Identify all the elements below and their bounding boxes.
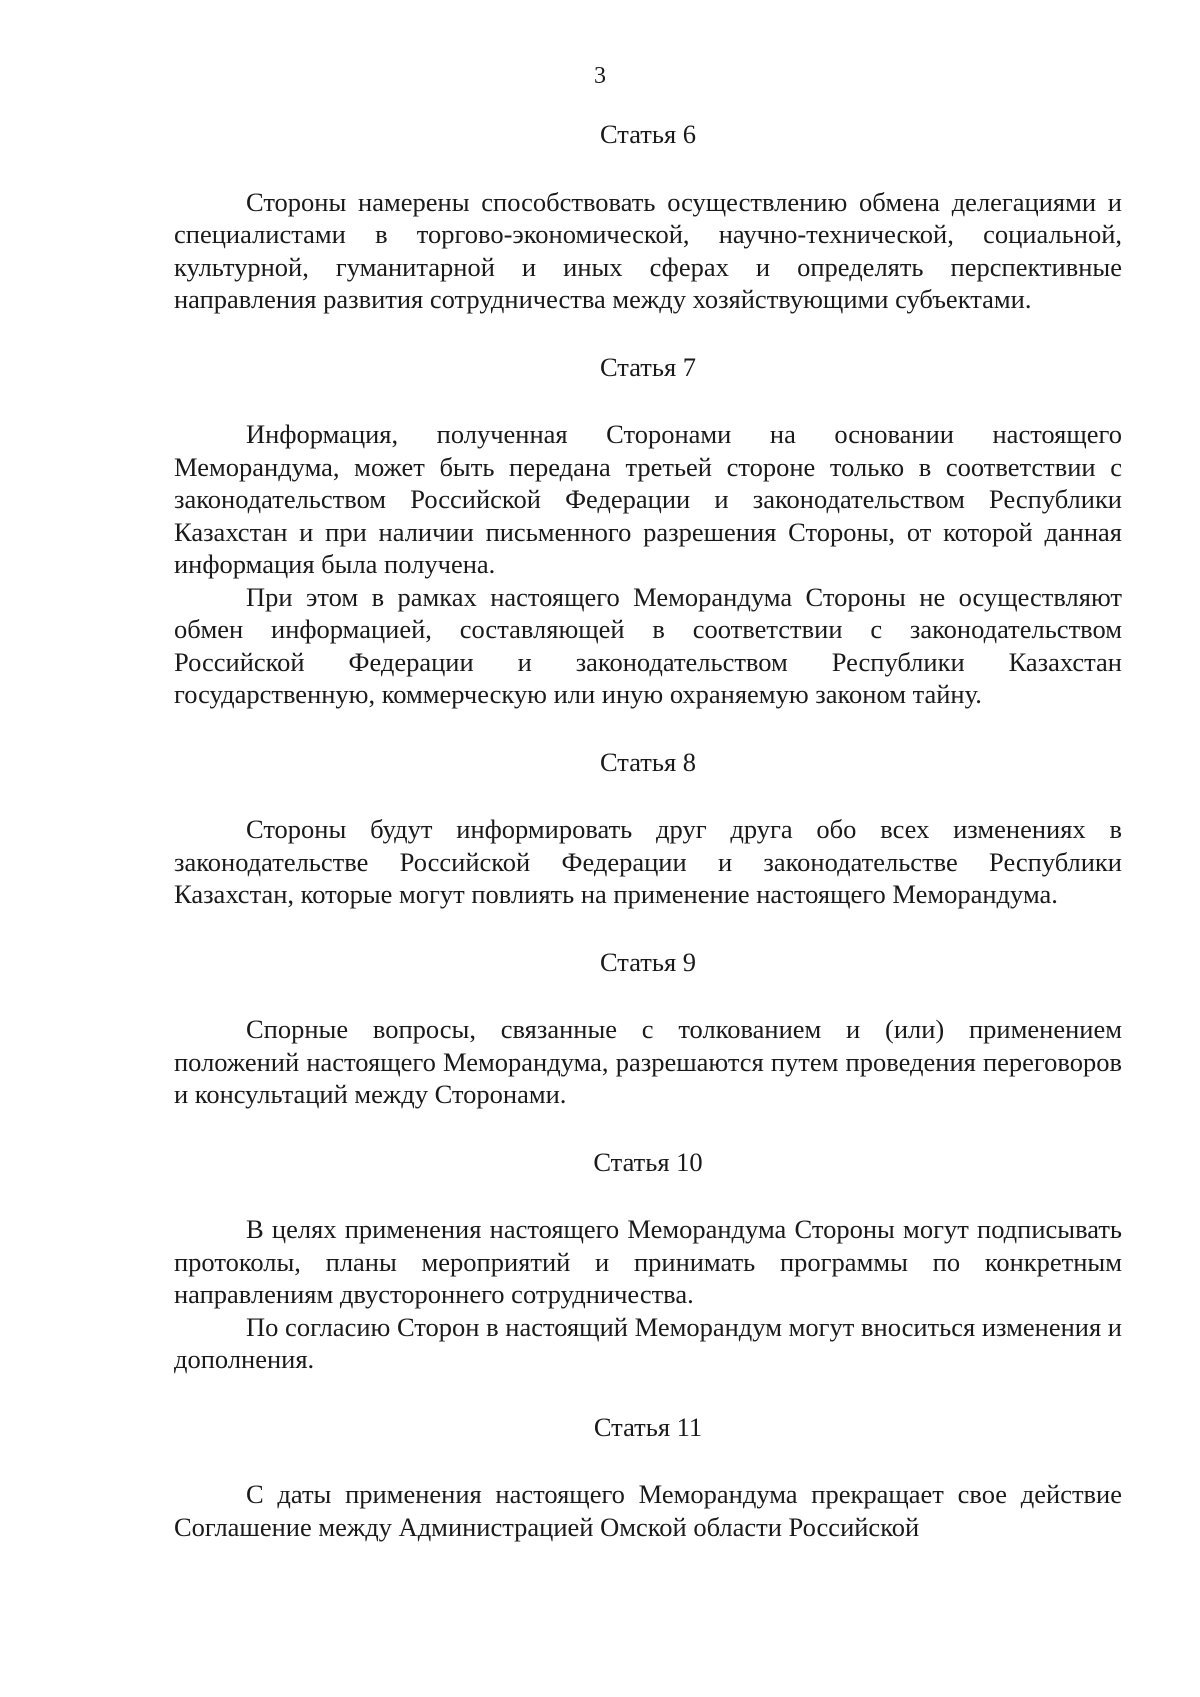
article-paragraph: Спорные вопросы, связанные с толкованием и (или) применением положений настоящего Меморандума, разрешаются путем проведения переговоров и консультаций между Сторонами. bbox=[174, 1014, 1122, 1109]
article-paragraph: При этом в рамках настоящего Меморандума Стороны не осуществляют обмен информацией, составляющей в соответствии с законодательством Российской Федерации и законодательством Республики Казахстан государственную, коммерческую или иную охраняемую законом тайну. bbox=[174, 581, 1122, 709]
article-heading: Статья 7 bbox=[599, 351, 697, 382]
article-9 bbox=[174, 946, 1122, 1111]
page-number: 3 bbox=[594, 63, 606, 89]
article-heading: Статья 11 bbox=[593, 1411, 703, 1442]
article-paragraph: Стороны будут информировать друг друга обо всех изменениях в законодательстве Российской Федерации и законодательстве Республики Казахстан, которые могут повлиять на применение настоящего Меморандума. bbox=[174, 814, 1122, 909]
article-paragraph: С даты применения настоящего Меморандума прекращает свое действие Соглашение между Администрацией Омской области Российской bbox=[174, 1479, 1122, 1542]
article-heading: Статья 8 bbox=[599, 746, 697, 777]
article-heading: Статья 6 bbox=[599, 119, 697, 149]
article-11 bbox=[174, 1411, 1122, 1544]
article-paragraph: Информация, полученная Сторонами на основании настоящего Меморандума, может быть передана третьей стороне только в соответствии с законодательством Российской Федерации и законодательством Республики Казахстан и при наличии письменного разрешения Стороны, от которой данная информация была получена. bbox=[174, 419, 1122, 579]
article-heading: Статья 9 bbox=[599, 946, 697, 977]
article-7 bbox=[174, 351, 1122, 711]
article-6 bbox=[174, 118, 1122, 316]
article-paragraph: В целях применения настоящего Меморандума Стороны могут подписывать протоколы, планы мероприятий и принимать программы по конкретным направлениям двустороннего сотрудничества. bbox=[174, 1214, 1122, 1309]
article-heading: Статья 10 bbox=[593, 1146, 703, 1177]
article-paragraph: По согласию Сторон в настоящий Меморандум могут вноситься изменения и дополнения. bbox=[174, 1311, 1122, 1374]
article-10 bbox=[174, 1146, 1122, 1376]
article-8 bbox=[174, 746, 1122, 911]
document-body bbox=[174, 118, 1122, 1543]
article-paragraph: Стороны намерены способствовать осуществлению обмена делегациями и специалистами в торгово-экономической, научно-технической, социальной, культурной, гуманитарной и иных сферах и определять перспективные направления развития сотрудничества между хозяйствующими субъектами. bbox=[174, 186, 1122, 314]
